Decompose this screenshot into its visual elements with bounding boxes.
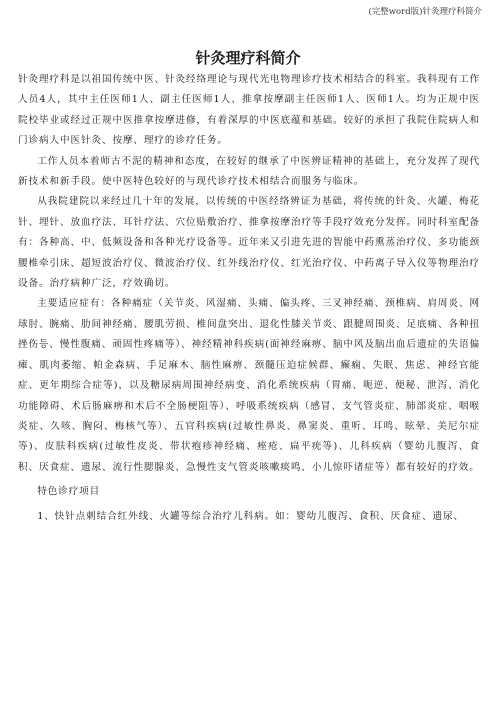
paragraph-development: 从我院建院以来经过几十年的发展，以传统的中医经络辨证为基础，将传统的针灸、火罐、梅花针、埋针、放血疗法、耳针疗法、穴位贴敷治疗、推拿按摩治疗等手段疗效充分发挥。同时科室配备有：各种高、中、低频设备和各种光疗设备等。近年来又引进先进的智能中药熏蒸治疗仪、多功能颈腰椎牵引床、超短波治疗仪、微波治疗仪、红外线治疗仪、红光治疗仪、中药离子导入仪等物理治疗设备。治疗病种广泛，疗效确切。	[18, 196, 480, 290]
paragraph-item-1: 1、快针点刺结合红外线、火罐等综合治疗儿科病。如：婴幼儿腹泻、食积、厌食症、遗尿、	[37, 510, 464, 522]
paragraph-intro: 针灸理疗科是以祖国传统中医、针灸经络理论与现代光电物理诊疗技术相结合的科室。我科现有工作人员4人，其中主任医师1人、副主任医师1人、推拿按摩副主任医师1人、医师1人。均为正规中医院校毕业或经过正规中医推拿按摩进修，有着深厚的中医底蕴和基础。较好的承担了我院住院病人和门诊病人中医针灸、按摩、理疗的诊疗任务。	[18, 74, 480, 147]
page-header-note: (完整word版)针灸理疗科简介	[368, 7, 482, 17]
document-body	[18, 70, 480, 527]
paragraph-indications: 主要适应症有：各种痛症（关节炎、风湿痛、头痛、偏头疼、三叉神经痛、颈椎病、肩周炎、网球肘、腕痛、肋间神经痛、腰肌劳损、椎间盘突出、退化性膝关节炎、跟腱周围炎、足底痛、各种扭挫伤등、慢性腹痛、顽固性疼痛等）、神经精神科疾病(面神经麻痹、脑中风及脑出血后遗症的失语偏瘫、肌肉萎缩、帕金森病、手足麻木、脑性麻痹、颈髓压迫症候群、癫痫、失眠、焦虑、神经官能症、更年期综合症等)，以及糖尿病周围神经病变、消化系统疾病（胃痛、呃逆、便秘、泄泻、消化功能障碍、术后肠麻痹和术后不全肠梗阻等）、呼吸系统疾病（感冒、支气管炎症、肺部炎症、咽喉炎症、久咳、胸闷、梅核气等）、五官科疾病(过敏性鼻炎、鼻窦炎、重听、耳鸣、眩晕、美尼尔症等)、皮肤科疾病(过敏性皮炎、带状疱疹神经痛、痤疮、扁平疣等)、儿科疾病（婴幼儿腹泻、食积、厌食症、遗尿、流行性腮腺炎、急慢性支气管炎咳嗽痰鸣、小儿惊吓诸症等）都有较好的疗效。	[18, 298, 480, 473]
section-heading-special-items: 特色诊疗项目	[37, 486, 101, 498]
paragraph-staff-spirit: 工作人员本着师古不泥的精神和态度，在较好的继承了中医辨证精神的基础上，充分发挥了现代新技术和新手段。使中医特色较好的与现代诊疗技术相结合而服务与临床。	[18, 155, 480, 188]
document-title: 针灸理疗科简介	[195, 49, 301, 67]
